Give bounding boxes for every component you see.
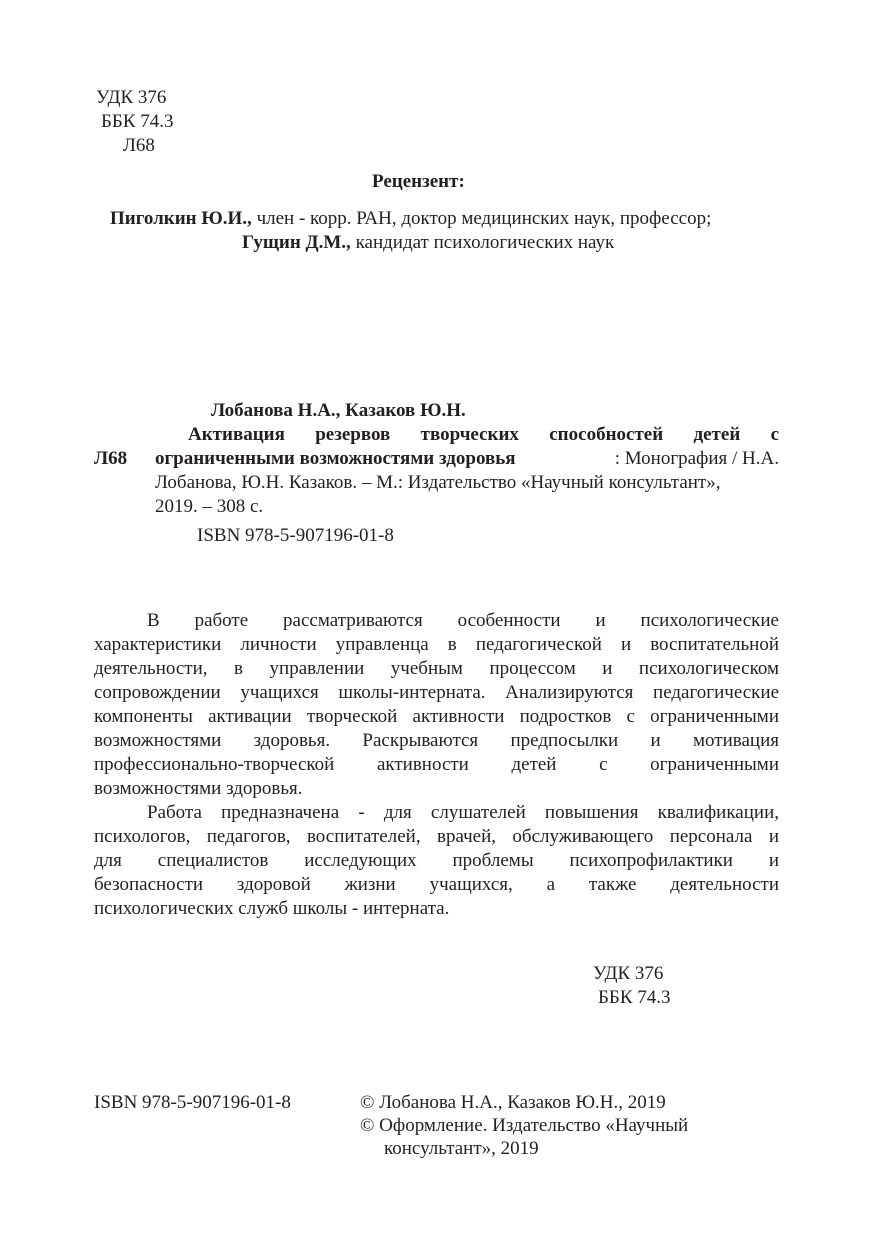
abstract-p1-line: возможностями здоровья.: [94, 778, 303, 799]
abstract-p1-line: компоненты активации творческой активности подростков с ограниченными: [94, 706, 779, 727]
footer-isbn: ISBN 978-5-907196-01-8: [94, 1092, 291, 1113]
title-word: Активация: [188, 424, 285, 445]
record-title-bold: ограниченными возможностями здоровья: [155, 448, 516, 469]
record-line-3: Лобанова, Ю.Н. Казаков. – М.: Издательство «Научный консультант»,: [155, 472, 721, 493]
record-authors: Лобанова Н.А., Казаков Ю.Н.: [211, 400, 466, 421]
abstract-p1-line: сопровождении учащихся школы-интерната. Анализируются педагогические: [94, 682, 779, 703]
reviewer-1-name: Пиголкин Ю.И.,: [110, 208, 252, 229]
reviewer-1: [110, 207, 711, 231]
abstract-p2-line: психологов, педагогов, воспитателей, врачей, обслуживающего персонала и: [94, 826, 779, 847]
reviewer-2-name: Гущин Д.М.,: [242, 232, 351, 253]
title-word: резервов: [315, 424, 391, 445]
abstract-p2-line: Работа предназначена - для слушателей повышения квалификации,: [147, 802, 779, 823]
copyright-design-cont: консультант», 2019: [384, 1138, 539, 1159]
reviewer-2: [242, 231, 614, 255]
abstract-p1-line: характеристики личности управленца в педагогической и воспитательной: [94, 634, 779, 655]
udk-code-bottom: УДК 376: [593, 963, 664, 984]
record-isbn: ISBN 978-5-907196-01-8: [197, 525, 394, 546]
copyright-authors: © Лобанова Н.А., Казаков Ю.Н., 2019: [360, 1092, 666, 1113]
reviewer-2-credentials: кандидат психологических наук: [350, 232, 615, 253]
abstract-p2-line: безопасности здоровой жизни учащихся, а также деятельности: [94, 874, 779, 895]
record-title-line-1: [188, 423, 779, 447]
record-title-line-2: [155, 447, 779, 471]
abstract-p1-line: профессионально-творческой активности детей с ограниченными: [94, 754, 779, 775]
bbk-code: ББК 74.3: [101, 111, 174, 132]
abstract-p1-line: В работе рассматриваются особенности и психологические: [147, 610, 779, 631]
record-line-4: 2019. – 308 с.: [155, 496, 264, 517]
abstract-p1-line: деятельности, в управлении учебным процессом и психологическом: [94, 658, 779, 679]
title-word: творческих: [420, 424, 519, 445]
abstract-p2-line: для специалистов исследующих проблемы психопрофилактики и: [94, 850, 779, 871]
udk-code: УДК 376: [96, 87, 167, 108]
reviewer-heading: Рецензент:: [372, 171, 465, 192]
bbk-code-bottom: ББК 74.3: [598, 987, 671, 1008]
author-mark: Л68: [123, 135, 155, 156]
reviewer-1-credentials: член - корр. РАН, доктор медицинских наук, профессор;: [251, 208, 712, 229]
copyright-design: © Оформление. Издательство «Научный: [360, 1115, 689, 1136]
title-word: способностей: [549, 424, 664, 445]
title-word: с: [770, 424, 780, 445]
record-mark: Л68: [94, 448, 128, 469]
title-word: детей: [693, 424, 741, 445]
abstract-p1-line: возможностями здоровья. Раскрываются предпосылки и мотивация: [94, 730, 779, 751]
record-title-rest: : Монография / Н.А.: [614, 448, 779, 469]
abstract-p2-line: психологических служб школы - интерната.: [94, 898, 450, 919]
